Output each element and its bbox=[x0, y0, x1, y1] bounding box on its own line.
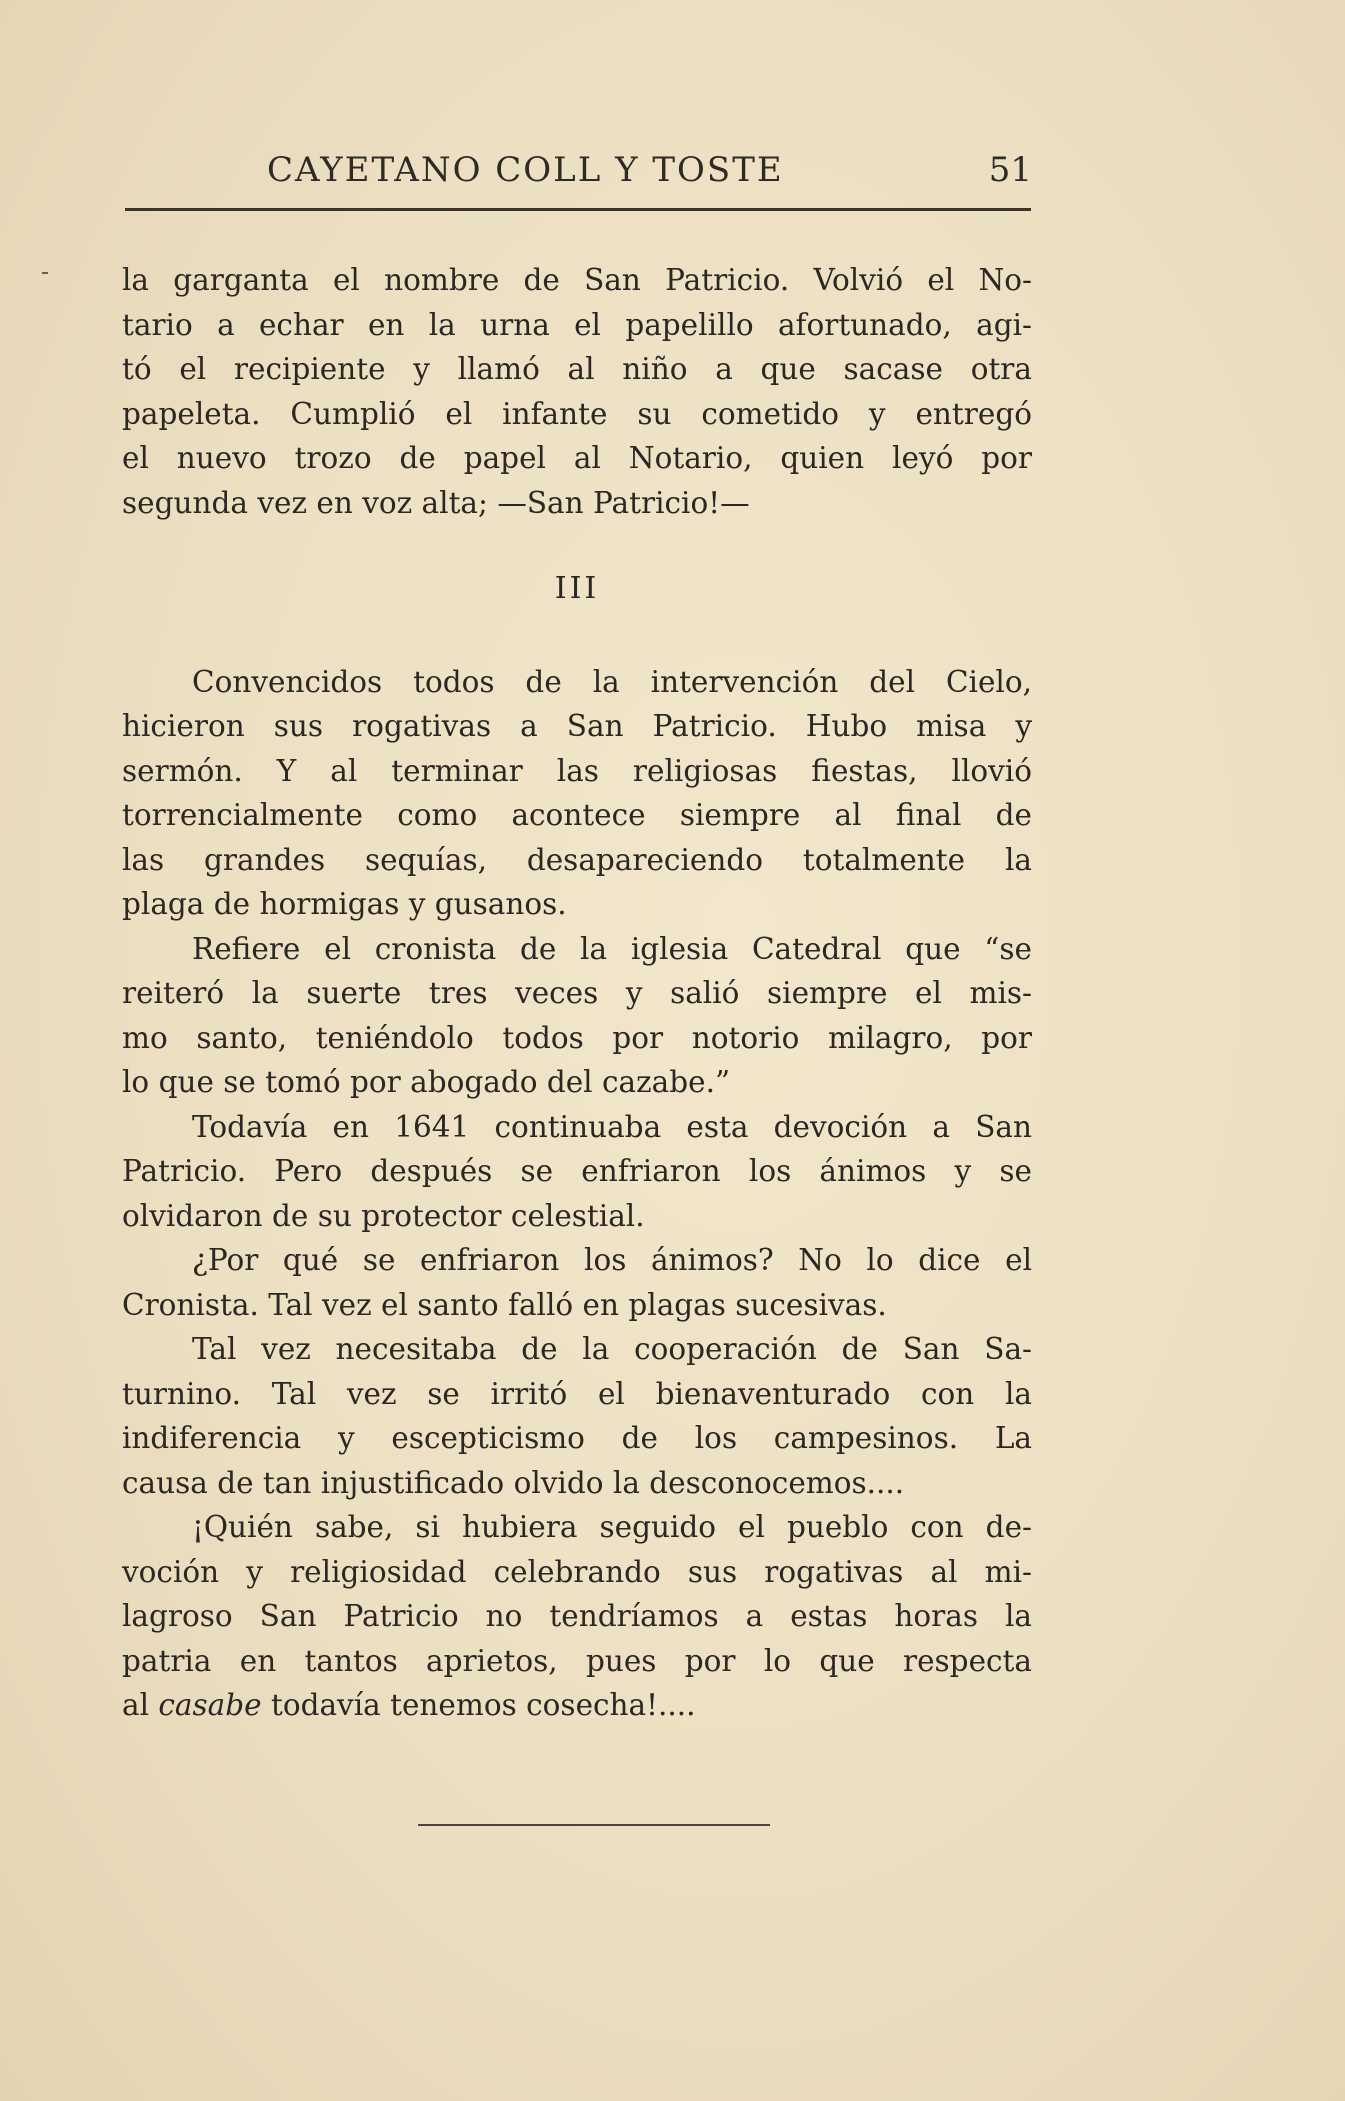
text-line: papeleta. Cumplió el infante su cometido y entregó bbox=[122, 396, 1032, 431]
paragraph-5 bbox=[122, 1327, 1032, 1505]
text-line: lagroso San Patricio no tendríamos a estas horas la bbox=[122, 1599, 1032, 1633]
text-line: la garganta el nombre de San Patricio. Volvió el No- bbox=[122, 263, 1032, 297]
page-number: 51 bbox=[988, 150, 1032, 190]
text-line: ¿Por qué se enfriaron los ánimos? No lo dice el bbox=[192, 1243, 1032, 1277]
text-line: torrencialmente como acontece siempre al final de bbox=[122, 798, 1032, 832]
running-head bbox=[122, 150, 1032, 202]
paragraph-6 bbox=[122, 1505, 1032, 1728]
text-line: tario a echar en la urna el papelillo afortunado, agi- bbox=[122, 307, 1032, 342]
text-line: las grandes sequías, desapareciendo totalmente la bbox=[122, 842, 1032, 877]
text-line: lo que se tomó por abogado del cazabe.” bbox=[122, 1065, 731, 1099]
text-line: Tal vez necesitaba de la cooperación de San Sa- bbox=[192, 1332, 1032, 1366]
text-line: hicieron sus rogativas a San Patricio. Hubo misa y bbox=[122, 709, 1032, 743]
final-line bbox=[122, 1683, 1032, 1728]
text-line: Convencidos todos de la intervención del Cielo, bbox=[192, 664, 1032, 699]
text-line: Refiere el cronista de la iglesia Catedral que “se bbox=[192, 931, 1032, 966]
running-title: CAYETANO COLL Y TOSTE bbox=[267, 150, 784, 190]
text-line: ¡Quién sabe, si hubiera seguido el pueblo con de- bbox=[192, 1510, 1032, 1544]
text-line: Todavía en 1641 continuaba esta devoción a San bbox=[192, 1109, 1032, 1144]
text-line: el nuevo trozo de papel al Notario, quien leyó por bbox=[122, 441, 1032, 475]
paragraph-4 bbox=[122, 1238, 1032, 1327]
text-line: sermón. Y al terminar las religiosas fiestas, llovió bbox=[122, 753, 1032, 788]
text-line: voción y religiosidad celebrando sus rogativas al mi- bbox=[122, 1554, 1032, 1589]
final-line-end: todavía tenemos cosecha!.... bbox=[261, 1688, 696, 1722]
final-line-start: al bbox=[122, 1688, 159, 1722]
text-line: indiferencia y escepticismo de los campesinos. La bbox=[122, 1421, 1032, 1455]
text-line: Patricio. Pero después se enfriaron los ánimos y se bbox=[122, 1154, 1032, 1188]
text-line: patria en tantos aprietos, pues por lo que respecta bbox=[122, 1643, 1032, 1678]
closing-rule bbox=[418, 1824, 770, 1826]
text-line: segunda vez en voz alta; —San Patricio!— bbox=[122, 485, 750, 520]
paragraph-2 bbox=[122, 927, 1032, 1105]
italic-word: casabe bbox=[158, 1688, 262, 1722]
text-line: Cronista. Tal vez el santo falló en plagas sucesivas. bbox=[122, 1287, 887, 1322]
margin-mark bbox=[42, 272, 48, 274]
text-line: causa de tan injustificado olvido la desconocemos.... bbox=[122, 1465, 905, 1500]
opening-paragraph bbox=[122, 258, 1032, 525]
text-line: plaga de hormigas y gusanos. bbox=[122, 887, 567, 921]
text-line: olvidaron de su protector celestial. bbox=[122, 1198, 645, 1233]
text-line: mo santo, teniéndolo todos por notorio milagro, por bbox=[122, 1020, 1032, 1055]
header-rule bbox=[125, 208, 1031, 211]
body-text bbox=[122, 258, 1032, 1728]
text-line: turnino. Tal vez se irritó el bienaventurado con la bbox=[122, 1376, 1032, 1411]
text-line: reiteró la suerte tres veces y salió siempre el mis- bbox=[122, 976, 1032, 1010]
section-heading: III bbox=[554, 571, 600, 606]
text-line: tó el recipiente y llamó al niño a que sacase otra bbox=[122, 352, 1032, 386]
paragraph-3 bbox=[122, 1105, 1032, 1239]
paragraph-1 bbox=[122, 660, 1032, 927]
